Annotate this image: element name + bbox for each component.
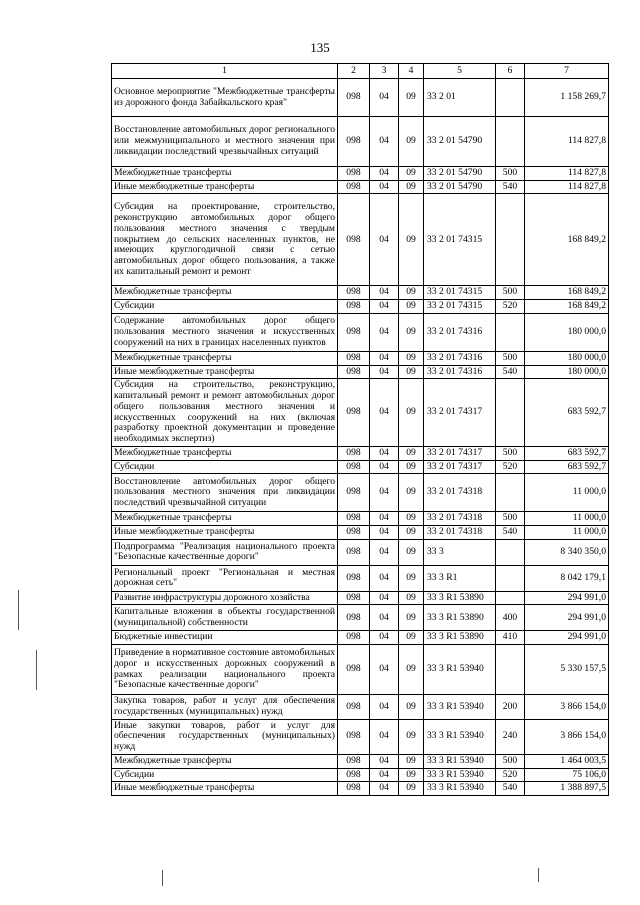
section-code: 04 xyxy=(370,117,399,167)
ministry-code: 098 xyxy=(338,167,370,181)
target-article-code: 33 2 01 54790 xyxy=(424,117,496,167)
expense-type-code xyxy=(496,313,525,351)
ministry-code: 098 xyxy=(338,194,370,286)
section-code: 04 xyxy=(370,782,399,796)
column-header: 3 xyxy=(370,64,399,79)
section-code: 04 xyxy=(370,286,399,300)
table-row xyxy=(112,605,609,631)
section-code: 04 xyxy=(370,194,399,286)
section-code: 04 xyxy=(370,460,399,474)
ministry-code: 098 xyxy=(338,719,370,754)
row-description: Субсидии xyxy=(112,300,338,314)
column-header: 4 xyxy=(399,64,424,79)
row-description: Межбюджетные трансферты xyxy=(112,446,338,460)
amount: 11 000,0 xyxy=(525,526,609,540)
ministry-code: 098 xyxy=(338,365,370,379)
amount: 1 388 897,5 xyxy=(525,782,609,796)
expense-type-code: 540 xyxy=(496,365,525,379)
table-row xyxy=(112,286,609,300)
section-code: 04 xyxy=(370,605,399,631)
target-article-code: 33 2 01 74318 xyxy=(424,512,496,526)
table-row xyxy=(112,631,609,645)
expense-type-code xyxy=(496,591,525,605)
amount: 3 866 154,0 xyxy=(525,695,609,719)
amount: 11 000,0 xyxy=(525,512,609,526)
expense-type-code: 540 xyxy=(496,782,525,796)
ministry-code: 098 xyxy=(338,695,370,719)
section-code: 04 xyxy=(370,645,399,695)
ministry-code: 098 xyxy=(338,526,370,540)
ministry-code: 098 xyxy=(338,351,370,365)
ministry-code: 098 xyxy=(338,782,370,796)
budget-table xyxy=(111,63,609,796)
amount: 168 849,2 xyxy=(525,286,609,300)
ministry-code: 098 xyxy=(338,180,370,194)
target-article-code: 33 2 01 74315 xyxy=(424,300,496,314)
table-row xyxy=(112,565,609,591)
amount: 5 330 157,5 xyxy=(525,645,609,695)
column-header: 7 xyxy=(525,64,609,79)
table-row xyxy=(112,512,609,526)
target-article-code: 33 2 01 xyxy=(424,79,496,117)
row-description: Иные межбюджетные трансферты xyxy=(112,782,338,796)
row-description: Субсидия на проектирование, строительство, реконструкцию автомобильных дорог общего пользования местного значения с твердым покрытием до сельских населенных пунктов, не имеющих круглогодичной связи с сетью автомобильных дорог общего пользования, а также их капитальный ремонт и ремонт xyxy=(112,194,338,286)
section-code: 04 xyxy=(370,474,399,512)
section-code: 04 xyxy=(370,167,399,181)
target-article-code: 33 2 01 74317 xyxy=(424,379,496,446)
target-article-code: 33 3 R1 53940 xyxy=(424,645,496,695)
subsection-code: 09 xyxy=(399,365,424,379)
row-description: Развитие инфраструктуры дорожного хозяйства xyxy=(112,591,338,605)
target-article-code: 33 2 01 54790 xyxy=(424,180,496,194)
section-code: 04 xyxy=(370,512,399,526)
section-code: 04 xyxy=(370,695,399,719)
ministry-code: 098 xyxy=(338,565,370,591)
subsection-code: 09 xyxy=(399,313,424,351)
table-row xyxy=(112,365,609,379)
subsection-code: 09 xyxy=(399,474,424,512)
expense-type-code xyxy=(496,117,525,167)
ministry-code: 098 xyxy=(338,631,370,645)
row-description: Межбюджетные трансферты xyxy=(112,512,338,526)
amount: 180 000,0 xyxy=(525,313,609,351)
subsection-code: 09 xyxy=(399,180,424,194)
row-description: Региональный проект "Региональная и местная дорожная сеть" xyxy=(112,565,338,591)
section-code: 04 xyxy=(370,300,399,314)
expense-type-code: 500 xyxy=(496,512,525,526)
expense-type-code: 540 xyxy=(496,526,525,540)
margin-mark xyxy=(538,868,539,882)
ministry-code: 098 xyxy=(338,446,370,460)
subsection-code: 09 xyxy=(399,512,424,526)
subsection-code: 09 xyxy=(399,539,424,565)
expense-type-code xyxy=(496,474,525,512)
target-article-code: 33 2 01 74315 xyxy=(424,194,496,286)
expense-type-code: 400 xyxy=(496,605,525,631)
table-row xyxy=(112,117,609,167)
section-code: 04 xyxy=(370,79,399,117)
amount: 114 827,8 xyxy=(525,117,609,167)
expense-type-code: 520 xyxy=(496,768,525,782)
table-row xyxy=(112,645,609,695)
row-description: Межбюджетные трансферты xyxy=(112,754,338,768)
section-code: 04 xyxy=(370,365,399,379)
section-code: 04 xyxy=(370,446,399,460)
subsection-code: 09 xyxy=(399,79,424,117)
table-row xyxy=(112,446,609,460)
table-row xyxy=(112,351,609,365)
table-row xyxy=(112,539,609,565)
table-row xyxy=(112,79,609,117)
section-code: 04 xyxy=(370,754,399,768)
expense-type-code xyxy=(496,79,525,117)
target-article-code: 33 3 xyxy=(424,539,496,565)
target-article-code: 33 2 01 74316 xyxy=(424,351,496,365)
amount: 8 042 179,1 xyxy=(525,565,609,591)
section-code: 04 xyxy=(370,719,399,754)
row-description: Основное мероприятие "Межбюджетные трансферты из дорожного фонда Забайкальского края" xyxy=(112,79,338,117)
row-description: Капитальные вложения в объекты государственной (муниципальной) собственности xyxy=(112,605,338,631)
ministry-code: 098 xyxy=(338,512,370,526)
expense-type-code: 520 xyxy=(496,460,525,474)
ministry-code: 098 xyxy=(338,539,370,565)
amount: 683 592,7 xyxy=(525,446,609,460)
subsection-code: 09 xyxy=(399,695,424,719)
section-code: 04 xyxy=(370,180,399,194)
subsection-code: 09 xyxy=(399,591,424,605)
target-article-code: 33 3 R1 53940 xyxy=(424,782,496,796)
ministry-code: 098 xyxy=(338,313,370,351)
expense-type-code: 500 xyxy=(496,286,525,300)
ministry-code: 098 xyxy=(338,474,370,512)
amount: 75 106,0 xyxy=(525,768,609,782)
amount: 168 849,2 xyxy=(525,300,609,314)
expense-type-code: 500 xyxy=(496,754,525,768)
row-description: Закупка товаров, работ и услуг для обеспечения государственных (муниципальных) нужд xyxy=(112,695,338,719)
expense-type-code: 540 xyxy=(496,180,525,194)
target-article-code: 33 3 R1 53940 xyxy=(424,695,496,719)
target-article-code: 33 3 R1 53890 xyxy=(424,631,496,645)
ministry-code: 098 xyxy=(338,605,370,631)
row-description: Восстановление автомобильных дорог общего пользования местного значения при ликвидации последствий чрезвычайной ситуации xyxy=(112,474,338,512)
row-description: Бюджетные инвестиции xyxy=(112,631,338,645)
section-code: 04 xyxy=(370,631,399,645)
table-row xyxy=(112,719,609,754)
row-description: Субсидии xyxy=(112,768,338,782)
target-article-code: 33 2 01 74316 xyxy=(424,365,496,379)
table-row xyxy=(112,474,609,512)
expense-type-code: 500 xyxy=(496,351,525,365)
column-header: 5 xyxy=(424,64,496,79)
amount: 1 158 269,7 xyxy=(525,79,609,117)
table-row xyxy=(112,782,609,796)
subsection-code: 09 xyxy=(399,194,424,286)
ministry-code: 098 xyxy=(338,79,370,117)
section-code: 04 xyxy=(370,313,399,351)
table-row xyxy=(112,194,609,286)
target-article-code: 33 2 01 74315 xyxy=(424,286,496,300)
amount: 294 991,0 xyxy=(525,591,609,605)
table-row xyxy=(112,313,609,351)
expense-type-code xyxy=(496,565,525,591)
amount: 683 592,7 xyxy=(525,379,609,446)
amount: 294 991,0 xyxy=(525,631,609,645)
expense-type-code: 410 xyxy=(496,631,525,645)
margin-mark xyxy=(18,590,19,630)
row-description: Межбюджетные трансферты xyxy=(112,167,338,181)
subsection-code: 09 xyxy=(399,768,424,782)
subsection-code: 09 xyxy=(399,300,424,314)
ministry-code: 098 xyxy=(338,768,370,782)
subsection-code: 09 xyxy=(399,167,424,181)
section-code: 04 xyxy=(370,591,399,605)
subsection-code: 09 xyxy=(399,351,424,365)
amount: 8 340 350,0 xyxy=(525,539,609,565)
target-article-code: 33 3 R1 xyxy=(424,565,496,591)
section-code: 04 xyxy=(370,565,399,591)
table-row xyxy=(112,754,609,768)
amount: 168 849,2 xyxy=(525,194,609,286)
amount: 114 827,8 xyxy=(525,180,609,194)
subsection-code: 09 xyxy=(399,605,424,631)
target-article-code: 33 3 R1 53940 xyxy=(424,768,496,782)
amount: 294 991,0 xyxy=(525,605,609,631)
ministry-code: 098 xyxy=(338,754,370,768)
amount: 114 827,8 xyxy=(525,167,609,181)
target-article-code: 33 2 01 74316 xyxy=(424,313,496,351)
expense-type-code xyxy=(496,645,525,695)
row-description: Приведение в нормативное состояние автомобильных дорог и искусственных дорожных сооружений в рамках реализации национального проекта "Безопасные качественные дороги" xyxy=(112,645,338,695)
table-header-row xyxy=(112,64,609,79)
expense-type-code xyxy=(496,379,525,446)
target-article-code: 33 2 01 54790 xyxy=(424,167,496,181)
subsection-code: 09 xyxy=(399,645,424,695)
target-article-code: 33 2 01 74317 xyxy=(424,460,496,474)
section-code: 04 xyxy=(370,351,399,365)
row-description: Субсидия на строительство, реконструкцию, капитальный ремонт и ремонт автомобильных дорог общего пользования местного значения и искусственных сооружений на них (включая разработку проектной документации и проведение необходимых экспертиз) xyxy=(112,379,338,446)
target-article-code: 33 3 R1 53890 xyxy=(424,605,496,631)
section-code: 04 xyxy=(370,379,399,446)
subsection-code: 09 xyxy=(399,460,424,474)
table-row xyxy=(112,167,609,181)
section-code: 04 xyxy=(370,539,399,565)
table-row xyxy=(112,768,609,782)
target-article-code: 33 2 01 74317 xyxy=(424,446,496,460)
column-header: 6 xyxy=(496,64,525,79)
margin-mark xyxy=(36,650,37,690)
table-row xyxy=(112,591,609,605)
subsection-code: 09 xyxy=(399,565,424,591)
section-code: 04 xyxy=(370,526,399,540)
subsection-code: 09 xyxy=(399,754,424,768)
row-description: Межбюджетные трансферты xyxy=(112,286,338,300)
expense-type-code: 240 xyxy=(496,719,525,754)
target-article-code: 33 3 R1 53890 xyxy=(424,591,496,605)
expense-type-code: 520 xyxy=(496,300,525,314)
subsection-code: 09 xyxy=(399,286,424,300)
ministry-code: 098 xyxy=(338,286,370,300)
amount: 3 866 154,0 xyxy=(525,719,609,754)
subsection-code: 09 xyxy=(399,117,424,167)
row-description: Иные межбюджетные трансферты xyxy=(112,365,338,379)
expense-type-code: 500 xyxy=(496,446,525,460)
amount: 1 464 003,5 xyxy=(525,754,609,768)
table-row xyxy=(112,379,609,446)
subsection-code: 09 xyxy=(399,446,424,460)
amount: 180 000,0 xyxy=(525,351,609,365)
expense-type-code xyxy=(496,539,525,565)
row-description: Подпрограмма "Реализация национального проекта "Безопасные качественные дороги" xyxy=(112,539,338,565)
ministry-code: 098 xyxy=(338,460,370,474)
expense-type-code: 200 xyxy=(496,695,525,719)
row-description: Восстановление автомобильных дорог регионального или межмуниципального и местного значения при ликвидации последствий чрезвычайных ситуаций xyxy=(112,117,338,167)
target-article-code: 33 2 01 74318 xyxy=(424,526,496,540)
amount: 683 592,7 xyxy=(525,460,609,474)
ministry-code: 098 xyxy=(338,591,370,605)
ministry-code: 098 xyxy=(338,379,370,446)
subsection-code: 09 xyxy=(399,379,424,446)
row-description: Иные закупки товаров, работ и услуг для обеспечения государственных (муниципальных) нужд xyxy=(112,719,338,754)
row-description: Межбюджетные трансферты xyxy=(112,351,338,365)
subsection-code: 09 xyxy=(399,782,424,796)
expense-type-code xyxy=(496,194,525,286)
target-article-code: 33 2 01 74318 xyxy=(424,474,496,512)
table-row xyxy=(112,460,609,474)
ministry-code: 098 xyxy=(338,645,370,695)
table-row xyxy=(112,180,609,194)
ministry-code: 098 xyxy=(338,117,370,167)
table-row xyxy=(112,695,609,719)
expense-type-code: 500 xyxy=(496,167,525,181)
ministry-code: 098 xyxy=(338,300,370,314)
target-article-code: 33 3 R1 53940 xyxy=(424,719,496,754)
page-number: 135 xyxy=(310,40,330,55)
amount: 11 000,0 xyxy=(525,474,609,512)
section-code: 04 xyxy=(370,768,399,782)
column-header: 1 xyxy=(112,64,338,79)
row-description: Субсидии xyxy=(112,460,338,474)
margin-mark xyxy=(162,870,163,886)
target-article-code: 33 3 R1 53940 xyxy=(424,754,496,768)
table-row xyxy=(112,526,609,540)
amount: 180 000,0 xyxy=(525,365,609,379)
row-description: Иные межбюджетные трансферты xyxy=(112,526,338,540)
subsection-code: 09 xyxy=(399,719,424,754)
subsection-code: 09 xyxy=(399,526,424,540)
table-row xyxy=(112,300,609,314)
row-description: Иные межбюджетные трансферты xyxy=(112,180,338,194)
column-header: 2 xyxy=(338,64,370,79)
row-description: Содержание автомобильных дорог общего пользования местного значения и искусственных сооружений на них в границах населенных пунктов xyxy=(112,313,338,351)
subsection-code: 09 xyxy=(399,631,424,645)
